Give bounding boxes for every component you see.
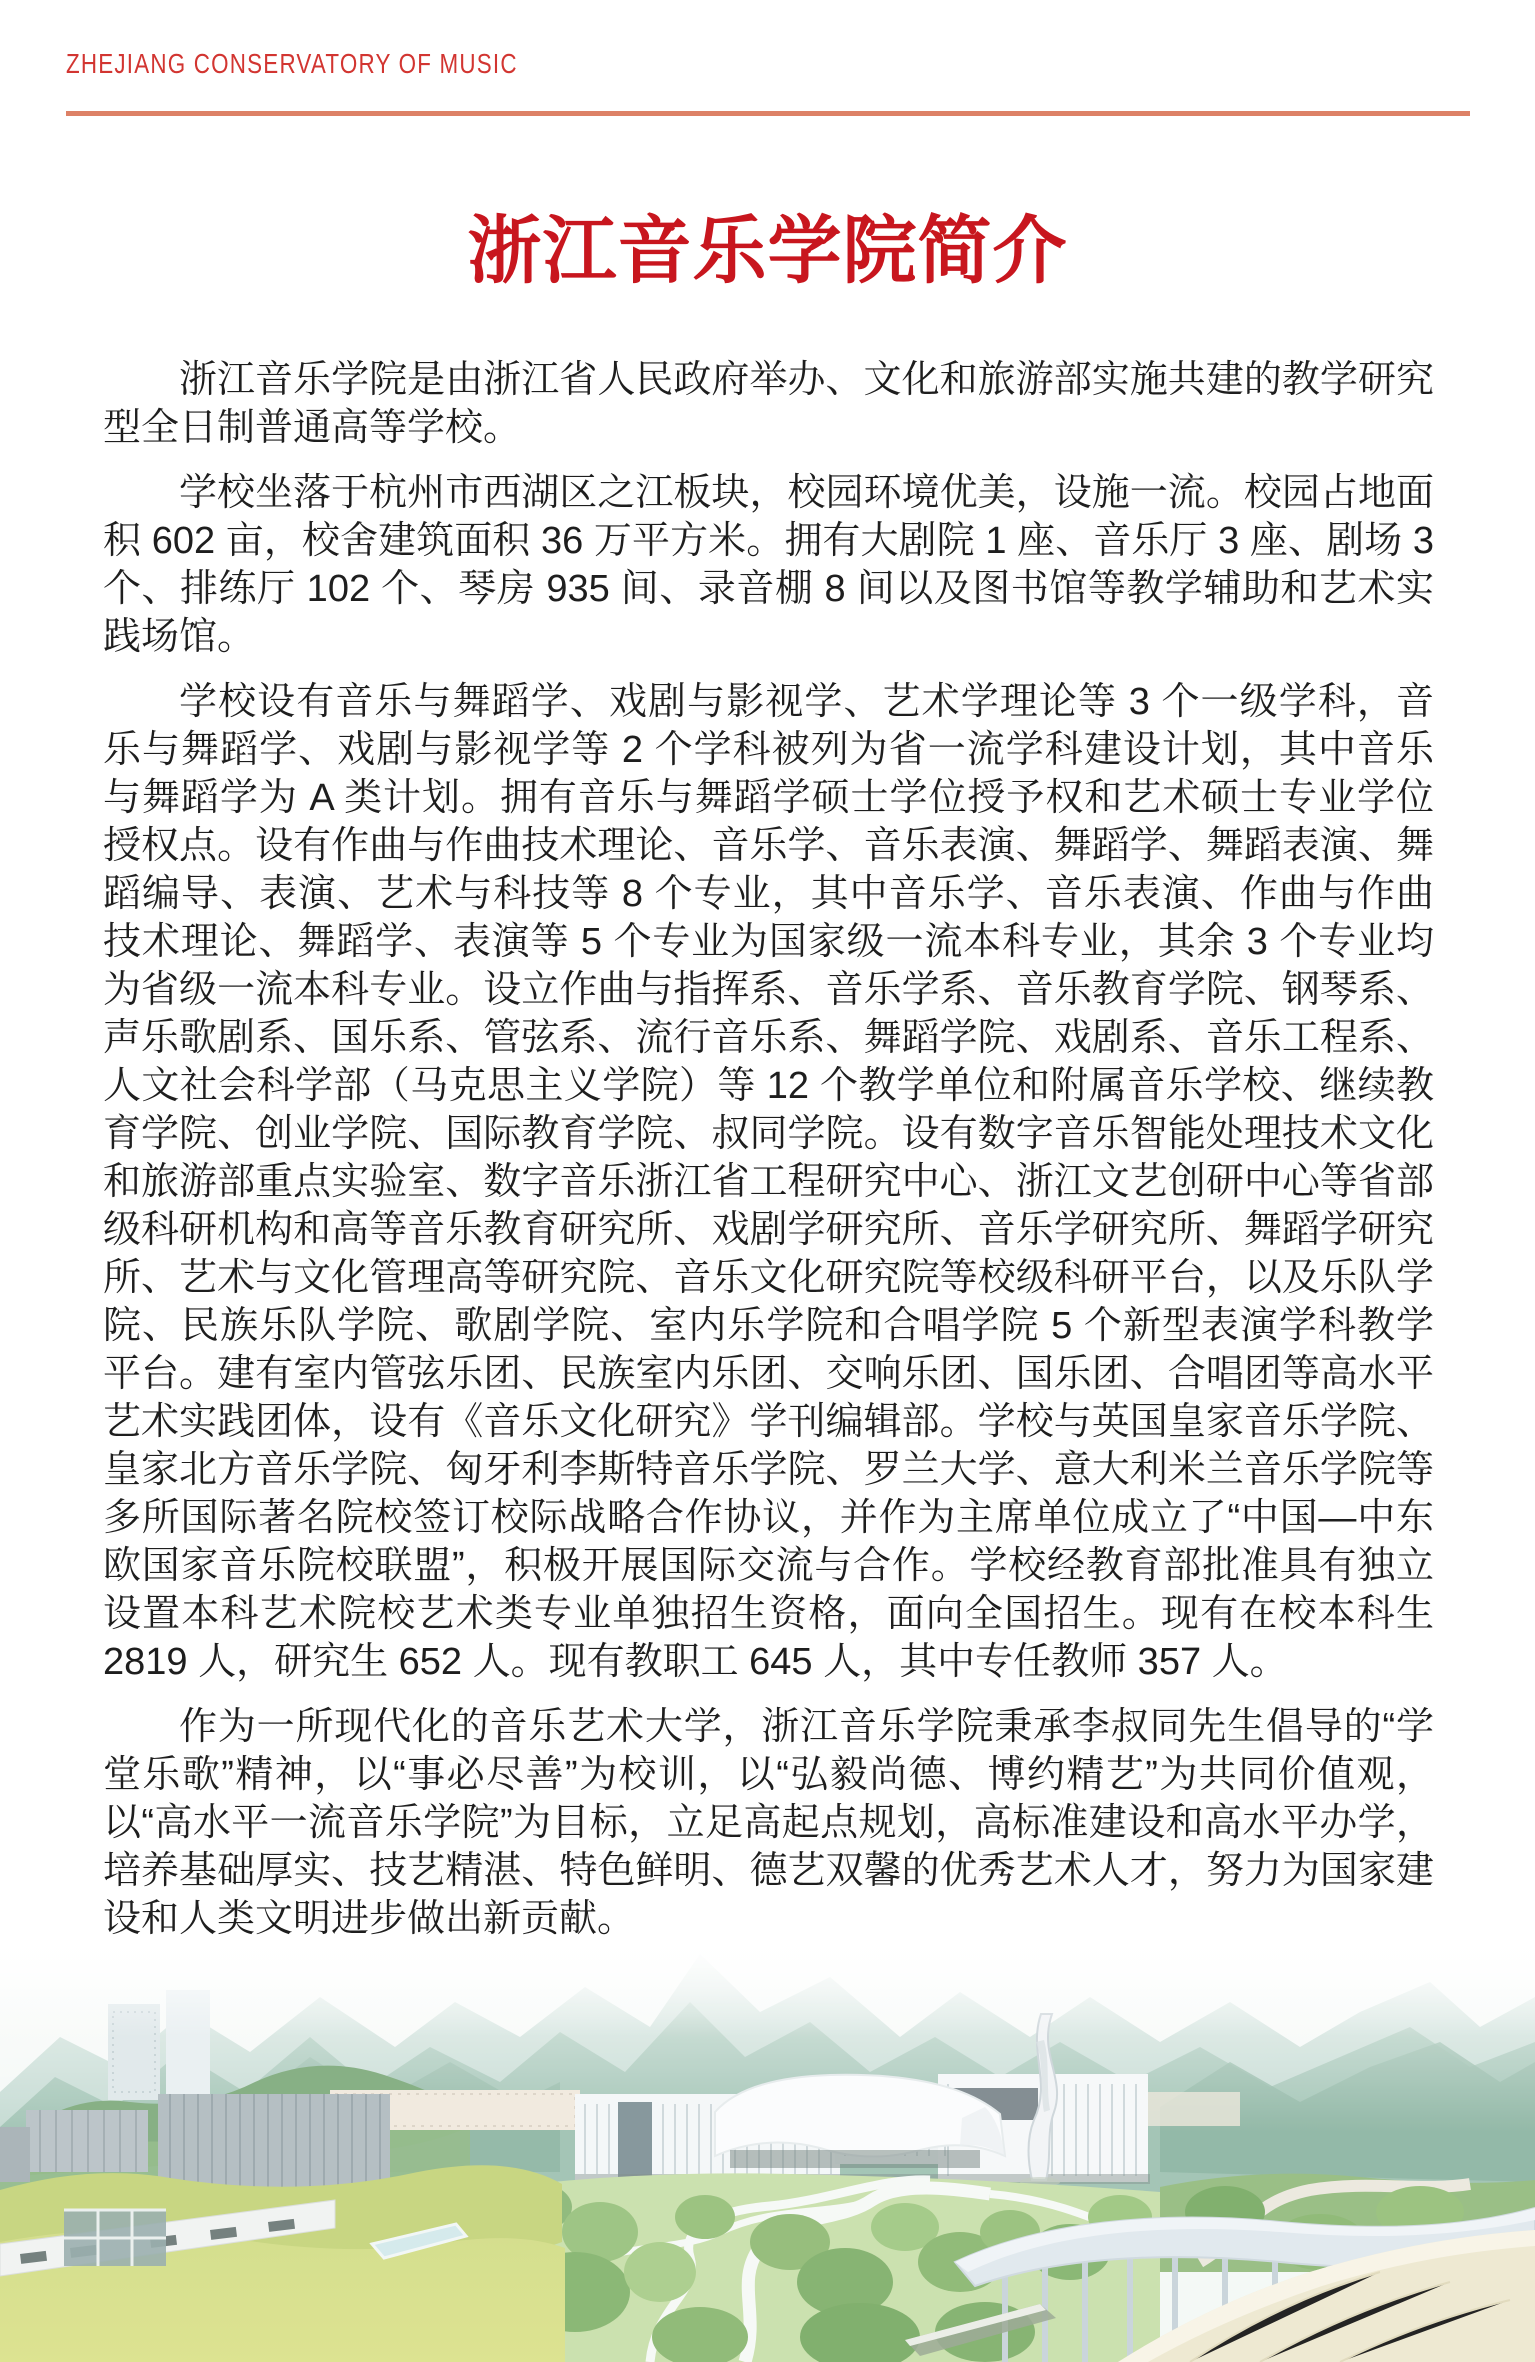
photo-top-fade — [0, 1942, 1535, 2037]
masthead-brand: ZHEJIANG CONSERVATORY OF MUSIC — [66, 48, 518, 79]
paragraph-2: 学校坐落于杭州市西湖区之江板块，校园环境优美，设施一流。校园占地面积 602 亩，校舍建筑面积 36 万平方米。拥有大剧院 1 座、音乐厅 3 座、剧场 3 个、排练厅 102 个、琴房 935 间、录音棚 8 间以及图书馆等教学辅助和艺术实践场馆。 — [103, 472, 1434, 658]
campus-photo-illustration — [0, 1942, 1535, 2362]
body-text — [103, 356, 1434, 1960]
page-title: 浙江音乐学院简介 — [467, 211, 1068, 293]
paragraph-3: 学校设有音乐与舞蹈学、戏剧与影视学、艺术学理论等 3 个一级学科，音乐与舞蹈学、戏剧与影视学等 2 个学科被列为省一流学科建设计划，其中音乐与舞蹈学为 A 类计划。拥有音乐与舞蹈学硕士学位授予权和艺术硕士专业学位授权点。设有作曲与作曲技术理论、音乐学、音乐表演、舞蹈学、舞蹈表演、舞蹈编导、表演、艺术与科技等 8 个专业，其中音乐学、音乐表演、作曲与作曲技术理论、舞蹈学、表演等 5 个专业为国家级一流本科专业，其余 3 个专业均为省级一流本科专业。设立作曲与指挥系、音乐学系、音乐教育学院、钢琴系、声乐歌剧系、国乐系、管弦系、流行音乐系、舞蹈学院、戏剧系、音乐工程系、人文社会科学部（马克思主义学院）等 12 个教学单位和附属音乐学校、继续教育学院、创业学院、国际教育学院、叔同学院。设有数字音乐智能处理技术文化和旅游部重点实验室、数字音乐浙江省工程研究中心、浙江文艺创研中心等省部级科研机构和高等音乐教育研究所、戏剧学研究所、音乐学研究所、舞蹈学研究所、艺术与文化管理高等研究院、音乐文化研究院等校级科研平台，以及乐队学院、民族乐队学院、歌剧学院、室内乐学院和合唱学院 5 个新型表演学科教学平台。建有室内管弦乐团、民族室内乐团、交响乐团、国乐团、合唱团等高水平艺术实践团体，设有《音乐文化研究》学刊编辑部。学校与英国皇家音乐学院、皇家北方音乐学院、匈牙利李斯特音乐学院、罗兰大学、意大利米兰音乐学院等多所国际著名院校签订校际战略合作协议，并作为主席单位成立了“中国—中东欧国家音乐院校联盟”，积极开展国际交流与合作。学校经教育部批准具有独立设置本科艺术院校艺术类专业单独招生资格，面向全国招生。现有在校本科生 2819 人，研究生 652 人。现有教职工 645 人，其中专任教师 357 人。 — [103, 681, 1434, 1683]
paragraph-1: 浙江音乐学院是由浙江省人民政府举办、文化和旅游部实施共建的教学研究型全日制普通高等学校。 — [103, 359, 1434, 449]
campus-photo — [0, 1942, 1535, 2362]
paragraph-4: 作为一所现代化的音乐艺术大学，浙江音乐学院秉承李叔同先生倡导的“学堂乐歌”精神，以“事必尽善”为校训，以“弘毅尚德、博约精艺”为共同价值观，以“高水平一流音乐学院”为目标，立足高起点规划，高标准建设和高水平办学，培养基础厚实、技艺精湛、特色鲜明、德艺双馨的优秀艺术人才，努力为国家建设和人类文明进步做出新贡献。 — [103, 1706, 1434, 1940]
masthead-rule — [66, 111, 1470, 116]
